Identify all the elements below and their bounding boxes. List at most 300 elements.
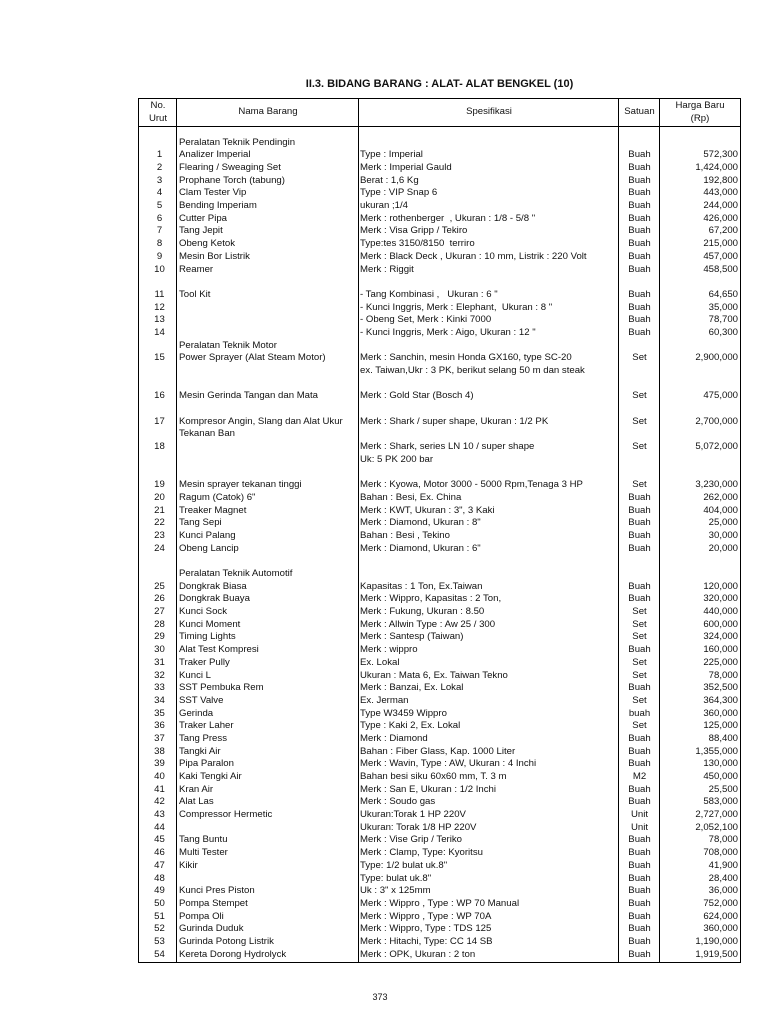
cell-satuan: Set [632, 441, 647, 453]
cell-satuan [619, 378, 660, 391]
cell-no: 47 [154, 859, 165, 871]
cell-no [139, 137, 177, 150]
cell-spesifikasi: Type : VIP Snap 6 [360, 187, 438, 199]
cell-harga: 28,400 [708, 872, 738, 884]
cell-no: 12 [154, 301, 165, 313]
cell-no [139, 276, 177, 289]
cell-harga: 352,500 [703, 682, 738, 694]
cell-nama-barang: Pompa Stempet [179, 897, 248, 909]
cell-nama-barang [177, 454, 359, 467]
cell-harga: 426,000 [703, 212, 738, 224]
table-row [139, 644, 740, 657]
cell-no: 27 [154, 606, 165, 618]
cell-no: 39 [154, 758, 165, 770]
cell-harga: 36,000 [708, 885, 738, 897]
cell-harga: 25,500 [708, 783, 738, 795]
cell-spesifikasi: - Obeng Set, Merk : Kinki 7000 [360, 314, 492, 326]
table-row [139, 137, 740, 150]
table-row [139, 923, 740, 936]
cell-nama-barang [177, 403, 359, 416]
column-header-satuan: Satuan [624, 106, 655, 118]
cell-harga: 30,000 [708, 529, 738, 541]
cell-no [139, 365, 177, 378]
cell-satuan: Buah [628, 897, 651, 909]
cell-nama-barang [177, 822, 359, 835]
cell-spesifikasi: Type W3459 Wippro [360, 707, 447, 719]
table-row [139, 162, 740, 175]
cell-no [139, 454, 177, 467]
cell-nama-barang: Gurinda Potong Listrik [179, 935, 274, 947]
cell-satuan: Buah [628, 948, 651, 960]
cell-nama-barang: Traker Pully [179, 656, 230, 668]
cell-no: 37 [154, 732, 165, 744]
cell-harga [660, 137, 740, 150]
cell-no: 45 [154, 834, 165, 846]
cell-spesifikasi: Merk : Riggit [360, 263, 414, 275]
cell-spesifikasi: Bahan : Fiber Glass, Kap. 1000 Liter [360, 745, 516, 757]
cell-harga [660, 340, 740, 353]
cell-spesifikasi: Merk : San E, Ukuran : 1/2 Inchi [360, 783, 496, 795]
cell-nama-barang: Dongkrak Biasa [179, 580, 247, 592]
cell-satuan: Buah [628, 745, 651, 757]
table-row [139, 467, 740, 480]
cell-harga: 78,000 [708, 669, 738, 681]
cell-nama-barang [177, 378, 359, 391]
cell-spesifikasi: Type : Imperial [360, 149, 423, 161]
cell-spesifikasi: Kapasitas : 1 Ton, Ex.Taiwan [360, 580, 483, 592]
cell-spesifikasi: Merk : Clamp, Type: Kyoritsu [360, 847, 483, 859]
cell-nama-barang: Alat Las [179, 796, 214, 808]
cell-no: 16 [154, 390, 165, 402]
table-row [139, 238, 740, 251]
cell-no [139, 340, 177, 353]
cell-harga: 225,000 [703, 656, 738, 668]
table-row [139, 530, 740, 543]
cell-satuan: M2 [632, 771, 647, 783]
cell-spesifikasi: Merk : Shark / super shape, Ukuran : 1/2 PK [360, 415, 549, 427]
cell-nama-barang: Analizer Imperial [179, 149, 251, 161]
cell-nama-barang [177, 467, 359, 480]
cell-nama-barang: Alat Test Kompresi [179, 644, 259, 656]
cell-satuan: Buah [628, 238, 651, 250]
table-row [139, 213, 740, 226]
table-row [139, 517, 740, 530]
cell-harga [660, 555, 740, 568]
cell-nama-barang: Dongkrak Buaya [179, 593, 250, 605]
cell-spesifikasi: Bahan besi siku 60x60 mm, T. 3 m [360, 771, 507, 783]
cell-harga: 320,000 [703, 593, 738, 605]
cell-spesifikasi: Merk : Wippro , Type : WP 70 Manual [360, 897, 520, 909]
cell-harga: 262,000 [703, 491, 738, 503]
cell-no: 20 [154, 491, 165, 503]
cell-nama-barang: Mesin sprayer tekanan tinggi [179, 479, 302, 491]
cell-nama-barang: Treaker Magnet [179, 504, 247, 516]
cell-harga [660, 428, 740, 441]
cell-harga: 125,000 [703, 720, 738, 732]
cell-harga: 35,000 [708, 301, 738, 313]
cell-no: 41 [154, 783, 165, 795]
cell-harga: 130,000 [703, 758, 738, 770]
cell-harga: 78,700 [708, 314, 738, 326]
cell-satuan: Buah [628, 644, 651, 656]
cell-nama-barang: Gurinda Duduk [179, 923, 244, 935]
cell-harga: 324,000 [703, 631, 738, 643]
cell-no: 33 [154, 682, 165, 694]
table-row [139, 568, 740, 581]
cell-spesifikasi: Merk : Fukung, Ukuran : 8.50 [360, 606, 485, 618]
cell-harga: 1,355,000 [695, 745, 738, 757]
cell-nama-barang: Kompresor Angin, Slang dan Alat Ukur [179, 415, 343, 427]
cell-no: 34 [154, 694, 165, 706]
cell-spesifikasi: Bahan : Besi, Ex. China [360, 491, 462, 503]
cell-spesifikasi: Merk : Santesp (Taiwan) [360, 631, 464, 643]
cell-spesifikasi: Merk : Wavin, Type : AW, Ukuran : 4 Inchi [360, 758, 537, 770]
cell-no: 52 [154, 923, 165, 935]
cell-nama-barang: Clam Tester Vip [179, 187, 247, 199]
cell-nama-barang: Bending Imperiam [179, 200, 257, 212]
table-row [139, 225, 740, 238]
cell-spesifikasi [359, 378, 619, 391]
cell-satuan: Buah [628, 491, 651, 503]
cell-harga: 2,727,000 [695, 809, 738, 821]
cell-nama-barang: Tang Buntu [179, 834, 228, 846]
table-row [139, 784, 740, 797]
cell-nama-barang [177, 302, 359, 315]
table-row [139, 314, 740, 327]
table-row [139, 657, 740, 670]
cell-harga [660, 568, 740, 581]
cell-harga: 475,000 [703, 390, 738, 402]
table-row [139, 936, 740, 949]
cell-satuan: Buah [628, 796, 651, 808]
cell-no: 11 [154, 288, 165, 300]
table-row [139, 796, 740, 809]
page-number: 373 [372, 992, 388, 1002]
table-row [139, 695, 740, 708]
cell-no: 2 [156, 162, 163, 174]
cell-no: 46 [154, 847, 165, 859]
cell-no: 19 [154, 479, 165, 491]
cell-no: 10 [154, 263, 165, 275]
table-row [139, 505, 740, 518]
cell-harga [660, 378, 740, 391]
cell-nama-barang [177, 441, 359, 454]
cell-nama-barang: Ragum (Catok) 6" [179, 491, 256, 503]
table-row [139, 251, 740, 264]
cell-nama-barang: Obeng Ketok [179, 238, 236, 250]
cell-satuan: Set [632, 720, 647, 732]
cell-satuan [619, 467, 660, 480]
cell-spesifikasi: - Tang Kombinasi , Ukuran : 6 " [360, 288, 498, 300]
cell-no: 44 [154, 821, 165, 833]
cell-nama-barang: Cutter Pipa [179, 212, 227, 224]
cell-nama-barang: Kran Air [179, 783, 214, 795]
cell-harga: 1,919,500 [695, 948, 738, 960]
cell-no: 6 [156, 212, 163, 224]
cell-no: 26 [154, 593, 165, 605]
cell-spesifikasi: Merk : Banzai, Ex. Lokal [360, 682, 464, 694]
cell-satuan [619, 340, 660, 353]
cell-no: 40 [154, 771, 165, 783]
cell-spesifikasi: Merk : Allwin Type : Aw 25 / 300 [360, 618, 496, 630]
cell-nama-barang: Kunci Pres Piston [179, 885, 255, 897]
cell-satuan: Set [632, 618, 647, 630]
table-row [139, 631, 740, 644]
cell-no [139, 568, 177, 581]
table-row [139, 264, 740, 277]
table-row [139, 720, 740, 733]
cell-satuan [619, 555, 660, 568]
cell-nama-barang [177, 555, 359, 568]
cell-spesifikasi: Merk : Black Deck , Ukuran : 10 mm, Listrik : 220 Volt [360, 250, 587, 262]
cell-satuan: Buah [628, 301, 651, 313]
cell-spesifikasi: Merk : rothenberger , Ukuran : 1/8 - 5/8 " [360, 212, 536, 224]
cell-nama-barang: SST Valve [179, 694, 224, 706]
cell-no: 29 [154, 631, 165, 643]
table-row [139, 302, 740, 315]
cell-harga: 64,650 [708, 288, 738, 300]
table-row [139, 581, 740, 594]
cell-satuan: Buah [628, 593, 651, 605]
cell-satuan: Buah [628, 174, 651, 186]
cell-harga: 458,500 [703, 263, 738, 275]
cell-satuan [619, 403, 660, 416]
table-row [139, 619, 740, 632]
cell-nama-barang: Tang Jepit [179, 225, 223, 237]
cell-satuan: Set [632, 694, 647, 706]
cell-nama-barang: Obeng Lancip [179, 542, 239, 554]
table-row [139, 606, 740, 619]
cell-satuan: Buah [628, 859, 651, 871]
cell-spesifikasi: Ex. Jerman [360, 694, 409, 706]
table-row [139, 682, 740, 695]
cell-spesifikasi: Merk : Wippro , Type : WP 70A [360, 910, 492, 922]
table-row [139, 378, 740, 391]
cell-no: 42 [154, 796, 165, 808]
cell-harga: 88,400 [708, 732, 738, 744]
cell-satuan: Set [632, 669, 647, 681]
cell-spesifikasi: Bahan : Besi , Tekino [360, 529, 450, 541]
cell-nama-barang [177, 327, 359, 340]
column-header-spesifikasi: Spesifikasi [466, 106, 512, 118]
cell-satuan: Buah [628, 288, 651, 300]
table-row [139, 200, 740, 213]
cell-satuan: Buah [628, 326, 651, 338]
cell-harga: 708,000 [703, 847, 738, 859]
cell-satuan: Buah [628, 910, 651, 922]
cell-nama-barang: Flearing / Sweaging Set [179, 162, 281, 174]
cell-satuan: Buah [628, 200, 651, 212]
cell-spesifikasi: Merk : Vise Grip / Teriko [360, 834, 463, 846]
cell-nama-barang: Kaki Tengki Air [179, 771, 242, 783]
cell-spesifikasi: - Kunci Inggris, Merk : Elephant, Ukuran : 8 " [360, 301, 553, 313]
cell-satuan: Buah [628, 935, 651, 947]
cell-harga [660, 365, 740, 378]
cell-satuan: Buah [628, 263, 651, 275]
cell-spesifikasi: Merk : Diamond [360, 732, 428, 744]
cell-spesifikasi [359, 467, 619, 480]
cell-spesifikasi: Berat : 1,6 Kg [360, 174, 419, 186]
cell-satuan [619, 137, 660, 150]
table-row [139, 708, 740, 721]
cell-spesifikasi: Type: 1/2 bulat uk.8" [360, 859, 448, 871]
table-row [139, 809, 740, 822]
cell-spesifikasi: Type: bulat uk.8" [360, 872, 432, 884]
cell-spesifikasi: Ex. Lokal [360, 656, 400, 668]
column-header-nama-barang: Nama Barang [238, 106, 298, 118]
cell-spesifikasi: Merk : Shark, series LN 10 / super shape [360, 441, 535, 453]
cell-nama-barang [177, 873, 359, 886]
cell-nama-barang: Tangki Air [179, 745, 221, 757]
table-row [139, 416, 740, 429]
cell-harga: 78,000 [708, 834, 738, 846]
cell-nama-barang: Pompa Oli [179, 910, 224, 922]
cell-spesifikasi: Merk : Gold Star (Bosch 4) [360, 390, 474, 402]
table-row [139, 276, 740, 289]
cell-spesifikasi [359, 403, 619, 416]
cell-nama-barang: Tekanan Ban [179, 428, 236, 440]
table-row [139, 670, 740, 683]
cell-nama-barang: Mesin Bor Listrik [179, 250, 250, 262]
cell-nama-barang: Reamer [179, 263, 214, 275]
cell-harga [660, 276, 740, 289]
cell-spesifikasi: ex. Taiwan,Ukr : 3 PK, berikut selang 50 m dan steak [360, 365, 585, 377]
cell-satuan: Buah [628, 872, 651, 884]
cell-spesifikasi: Merk : Hitachi, Type: CC 14 SB [360, 935, 493, 947]
cell-no: 24 [154, 542, 165, 554]
cell-nama-barang: Multi Tester [179, 847, 228, 859]
cell-harga: 583,000 [703, 796, 738, 808]
cell-satuan: Set [632, 479, 647, 491]
cell-spesifikasi [359, 340, 619, 353]
page-title: II.3. BIDANG BARANG : ALAT- ALAT BENGKEL (10) [305, 78, 574, 90]
cell-spesifikasi: Merk : Soudo gas [360, 796, 436, 808]
cell-no: 9 [156, 250, 163, 262]
cell-harga: 25,000 [708, 517, 738, 529]
cell-no: 8 [156, 238, 163, 250]
cell-no [139, 428, 177, 441]
table-row [139, 390, 740, 403]
cell-nama-barang: Kunci Moment [179, 618, 241, 630]
cell-nama-barang: Gerinda [179, 707, 214, 719]
cell-harga: 3,230,000 [695, 479, 738, 491]
cell-spesifikasi: Type : Kaki 2, Ex. Lokal [360, 720, 461, 732]
cell-harga: 572,300 [703, 149, 738, 161]
table-row [139, 733, 740, 746]
table-row [139, 441, 740, 454]
cell-nama-barang: Kikir [179, 859, 198, 871]
cell-spesifikasi: Ukuran: Torak 1/8 HP 220V [360, 821, 477, 833]
cell-harga: 752,000 [703, 897, 738, 909]
cell-satuan: Buah [628, 250, 651, 262]
cell-harga: 60,300 [708, 326, 738, 338]
cell-harga: 2,900,000 [695, 352, 738, 364]
cell-no: 17 [154, 415, 165, 427]
cell-spesifikasi: Merk : wippro [360, 644, 418, 656]
cell-no: 51 [154, 910, 165, 922]
cell-no: 48 [154, 872, 165, 884]
cell-harga: 2,052,100 [695, 821, 738, 833]
cell-nama-barang [177, 276, 359, 289]
cell-harga: 624,000 [703, 910, 738, 922]
table-row [139, 340, 740, 353]
cell-spesifikasi: - Kunci Inggris, Merk : Aigo, Ukuran : 12 " [360, 326, 536, 338]
cell-spesifikasi: Ukuran:Torak 1 HP 220V [360, 809, 466, 821]
table-row [139, 175, 740, 188]
cell-harga: 5,072,000 [695, 441, 738, 453]
cell-harga: 1,190,000 [695, 935, 738, 947]
cell-nama-barang: Kunci Palang [179, 529, 236, 541]
cell-satuan [619, 365, 660, 378]
cell-harga: 364,300 [703, 694, 738, 706]
cell-satuan: Buah [628, 504, 651, 516]
cell-spesifikasi: Merk : Sanchin, mesin Honda GX160, type SC-20 [360, 352, 572, 364]
cell-nama-barang: Compressor Hermetic [179, 809, 273, 821]
cell-no: 5 [156, 200, 163, 212]
cell-satuan: buah [628, 707, 651, 719]
cell-no: 15 [154, 352, 165, 364]
cell-harga: 404,000 [703, 504, 738, 516]
table-row [139, 949, 740, 962]
cell-spesifikasi: Ukuran : Mata 6, Ex. Taiwan Tekno [360, 669, 508, 681]
cell-nama-barang [177, 365, 359, 378]
table-row [139, 758, 740, 771]
cell-no [139, 403, 177, 416]
cell-spesifikasi: Merk : OPK, Ukuran : 2 ton [360, 948, 476, 960]
table-row [139, 822, 740, 835]
items-table [138, 98, 741, 963]
cell-no: 35 [154, 707, 165, 719]
cell-nama-barang: Kunci L [179, 669, 211, 681]
cell-no: 4 [156, 187, 163, 199]
cell-satuan: Buah [628, 314, 651, 326]
cell-satuan: Buah [628, 885, 651, 897]
cell-satuan: Buah [628, 923, 651, 935]
cell-spesifikasi: Uk: 5 PK 200 bar [360, 453, 434, 465]
cell-spesifikasi: Merk : Diamond, Ukuran : 8" [360, 517, 481, 529]
table-row [139, 885, 740, 898]
cell-nama-barang: Peralatan Teknik Automotif [179, 568, 293, 580]
table-body [139, 137, 740, 962]
table-row [139, 860, 740, 873]
cell-no [139, 555, 177, 568]
cell-harga: 192,800 [703, 174, 738, 186]
cell-spesifikasi [359, 555, 619, 568]
cell-satuan: Buah [628, 212, 651, 224]
cell-satuan: Buah [628, 732, 651, 744]
cell-harga: 440,000 [703, 606, 738, 618]
table-row [139, 403, 740, 416]
cell-nama-barang: Tang Sepi [179, 517, 222, 529]
cell-harga: 450,000 [703, 771, 738, 783]
cell-satuan: Buah [628, 149, 651, 161]
table-row [139, 289, 740, 302]
cell-nama-barang [177, 314, 359, 327]
cell-spesifikasi: Merk : Imperial Gauld [360, 162, 452, 174]
cell-harga [660, 403, 740, 416]
cell-harga: 67,200 [708, 225, 738, 237]
cell-no: 28 [154, 618, 165, 630]
cell-nama-barang: SST Pembuka Rem [179, 682, 264, 694]
cell-nama-barang: Peralatan Teknik Motor [179, 339, 277, 351]
cell-harga: 1,424,000 [695, 162, 738, 174]
cell-satuan: Buah [628, 162, 651, 174]
cell-satuan: Buah [628, 529, 651, 541]
cell-no: 18 [154, 441, 165, 453]
cell-spesifikasi [359, 568, 619, 581]
cell-satuan: Buah [628, 847, 651, 859]
column-header-harga: Harga Baru (Rp) [675, 99, 725, 124]
